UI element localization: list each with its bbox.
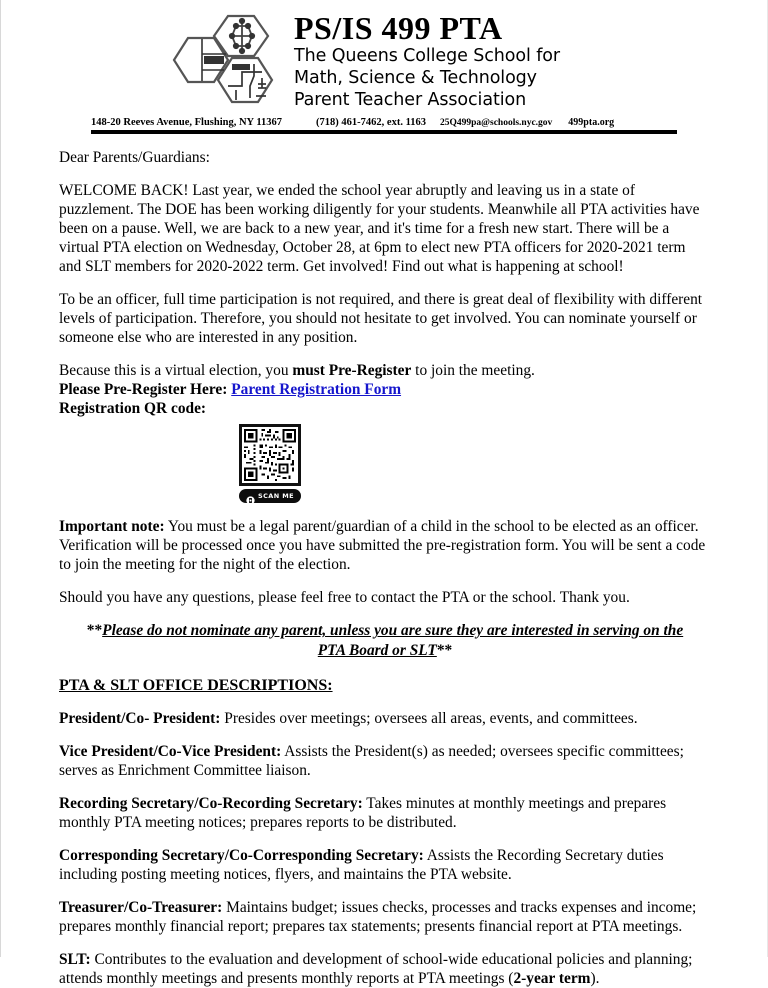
- office-desc-pre: Contributes to the evaluation and development of school-wide educational policies and planning; attends monthly meetings and presents monthly reports at PTA meetings (: [59, 951, 693, 988]
- parent-registration-form-link[interactable]: Parent Registration Form: [231, 381, 402, 399]
- office-title: Corresponding Secretary/Co-Corresponding Secretary:: [59, 847, 424, 865]
- paragraph-welcome: WELCOME BACK! Last year, we ended the school year abruptly and leaving us in a state of puzzlement. The DOE has been working diligently for your students. Meanwhile all PTA activities have been on a pause. Well, we are back to a new year, and it's time for a fresh new start. There will be a virtual PTA election on Wednesday, October 28, at 6pm to elect new PTA officers for 2020-2021 term and SLT members for 2020-2022 term. Get involved! Find out what is happening at school!: [59, 182, 700, 276]
- qr-code-icon[interactable]: [239, 424, 301, 486]
- letterhead: [1, 0, 767, 134]
- prereg-lead: Because this is a virtual election, you: [59, 362, 293, 380]
- letterhead-text: [294, 10, 560, 112]
- letterhead-main: [1, 10, 767, 114]
- note-text: Please do not nominate any parent, unless you are sure they are interested in serving on the PTA Board or SLT: [102, 622, 684, 659]
- qr-code-block: [59, 424, 711, 503]
- paragraph-officer-info: To be an officer, full time participation is not required, and there is great deal of flexibility with different levels of participation. Therefore, you should not hesitate to get involved. You can nominate yourself or someone else who are interested in any position.: [59, 291, 703, 347]
- prereg-here-label: Please Pre-Register Here:: [59, 381, 232, 399]
- school-address: 148-20 Reeves Avenue, Flushing, NY 11367: [91, 117, 283, 128]
- office-desc: Presides over meetings; oversees all areas, events, and committees.: [220, 709, 638, 727]
- school-phone: (718) 461-7462, ext. 1163: [316, 117, 426, 128]
- office-description-treasurer: [59, 898, 711, 936]
- note-stars-open: **: [86, 622, 103, 640]
- office-description-slt: [59, 950, 711, 988]
- organization-subtitle-line3: Parent Teacher Association: [294, 90, 527, 111]
- letter-body: [1, 148, 768, 988]
- office-descriptions-heading: PTA & SLT OFFICE DESCRIPTIONS:: [59, 676, 333, 694]
- prereg-emphasis: must Pre-Register: [292, 362, 412, 380]
- scan-me-badge: [239, 489, 301, 503]
- paragraph-important-note: [59, 517, 711, 574]
- organization-subtitle-line2: Math, Science & Technology: [294, 68, 537, 89]
- office-title: SLT:: [59, 951, 91, 969]
- paragraph-prereg: [59, 361, 711, 380]
- letterhead-contact-bar: [91, 117, 677, 128]
- office-desc: Takes minutes at monthly meetings and prepares monthly PTA meeting notices; prepares reports to be distributed.: [59, 794, 667, 831]
- letterhead-divider: [91, 130, 677, 134]
- office-desc: Assists the Recording Secretary duties including posting meeting notices, flyers, and maintains the PTA website.: [59, 847, 664, 884]
- office-description-vice-president: [59, 742, 711, 780]
- prereg-link-line: [59, 380, 711, 399]
- scan-me-label: SCAN ME: [258, 491, 294, 500]
- salutation: Dear Parents/Guardians:: [59, 149, 210, 166]
- office-title: Treasurer/Co-Treasurer:: [59, 899, 223, 917]
- school-website[interactable]: 499pta.org: [568, 117, 615, 128]
- note-stars-close: **: [436, 641, 453, 659]
- important-note-body: You must be a legal parent/guardian of a child in the school to be elected as an officer. Verification will be processed once you have submitted the pre-registration form. You will be sent a code to join the meeting for the night of the election.: [59, 518, 706, 574]
- hexagon-trio-logo-icon: [166, 14, 288, 114]
- organization-title: PS/IS 499 PTA: [294, 10, 503, 46]
- office-title: Vice President/Co-Vice President:: [59, 742, 282, 760]
- office-title: President/Co- President:: [59, 709, 221, 727]
- paragraph-questions: Should you have any questions, please feel free to contact the PTA or the school. Thank you.: [59, 589, 630, 607]
- nomination-warning-note: [59, 621, 711, 660]
- school-email[interactable]: 25Q499pa@schools.nyc.gov: [440, 118, 553, 128]
- office-desc-term: 2-year term: [513, 970, 591, 988]
- prereg-tail: to join the meeting.: [411, 362, 535, 380]
- organization-subtitle-line1: The Queens College School for: [294, 45, 560, 66]
- camera-icon: [246, 492, 255, 501]
- office-desc: Assists the President(s) as needed; oversees specific committees; serves as Enrichment Committee liaison.: [59, 742, 684, 779]
- office-desc: Maintains budget; issues checks, processes and tracks expenses and income; prepares monthly financial report; prepares tax statements; presents financial report at PTA meetings.: [59, 899, 697, 936]
- qr-code-label: Registration QR code:: [59, 400, 207, 418]
- qr-card[interactable]: [239, 424, 301, 503]
- office-description-recording-secretary: [59, 794, 711, 832]
- important-note-label: Important note:: [59, 518, 165, 536]
- office-desc-post: ).: [590, 970, 600, 988]
- office-description-corresponding-secretary: [59, 846, 711, 884]
- office-description-president: [59, 709, 711, 728]
- office-title: Recording Secretary/Co-Recording Secretary:: [59, 794, 363, 812]
